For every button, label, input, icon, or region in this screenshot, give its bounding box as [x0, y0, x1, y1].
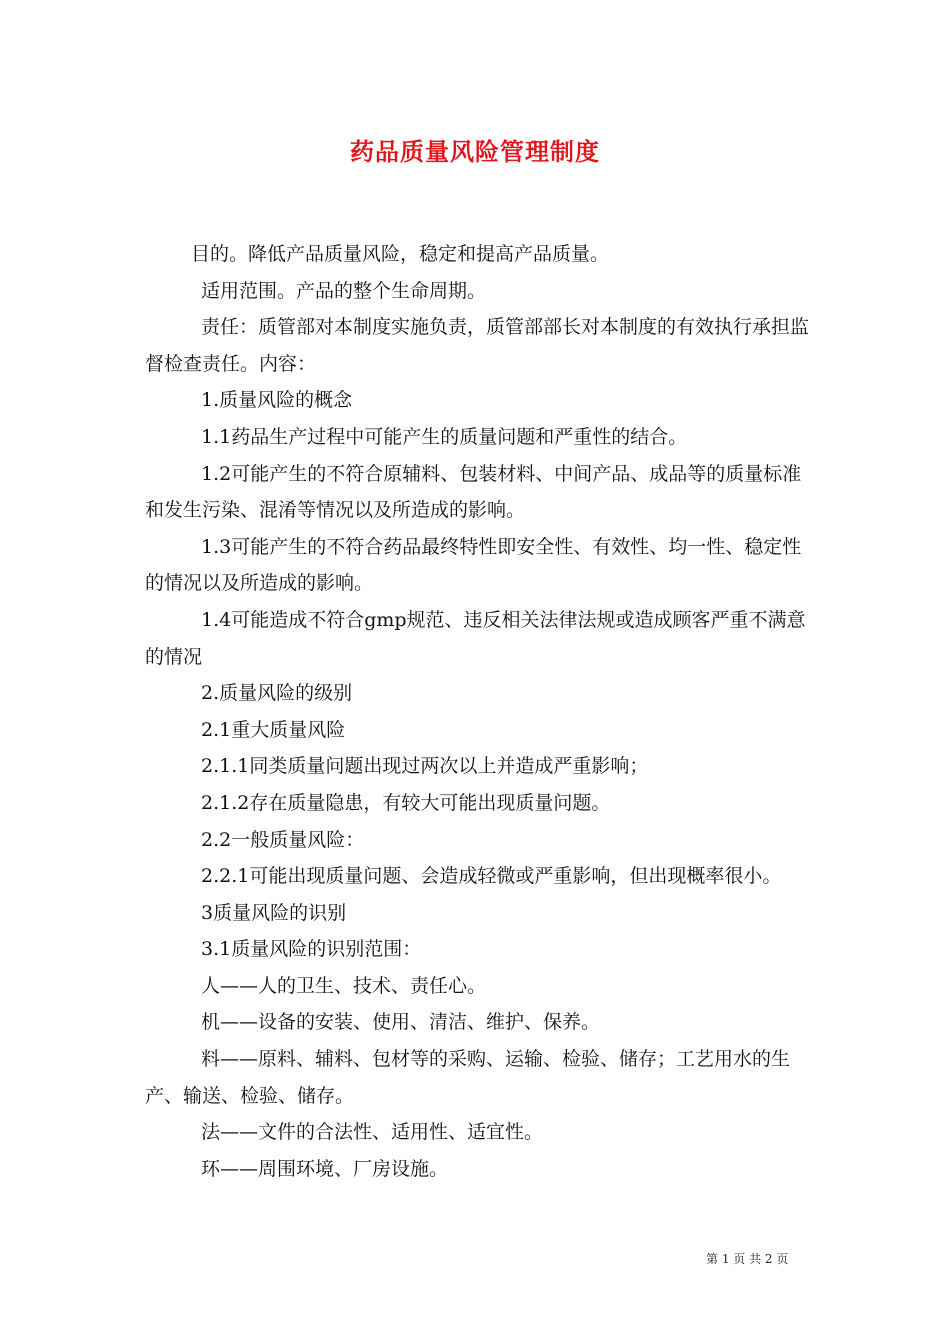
paragraph: 2.1重大质量风险	[201, 718, 346, 741]
paragraph: 法——文件的合法性、适用性、适宜性。	[201, 1121, 544, 1144]
paragraph: 2.2.1可能出现质量问题、会造成轻微或严重影响，但出现概率很小。	[201, 865, 782, 888]
document-title: 药品质量风险管理制度	[350, 137, 600, 166]
paragraph: 责任：质管部对本制度实施负责，质管部部长对本制度的有效执行承担监督检查责任。内容：	[145, 316, 810, 375]
paragraph: 1.4可能造成不符合gmp规范、违反相关法律法规或造成顾客严重不满意的情况	[145, 608, 806, 668]
paragraph: 1.2可能产生的不符合原辅料、包装材料、中间产品、成品等的质量标准和发生污染、混淆等情况以及所造成的影响。	[145, 462, 802, 522]
paragraph: 机——设备的安装、使用、清洁、维护、保养。	[201, 1011, 601, 1034]
document-body	[145, 236, 810, 1187]
paragraph: 环——周围环境、厂房设施。	[201, 1157, 449, 1180]
paragraph: 1.1药品生产过程中可能产生的质量问题和严重性的结合。	[201, 425, 688, 448]
paragraph: 2.质量风险的级别	[201, 682, 353, 705]
paragraph: 3.1质量风险的识别范围：	[201, 938, 422, 961]
paragraph: 适用范围。产品的整个生命周期。	[201, 279, 487, 302]
paragraph: 2.1.1同类质量问题出现过两次以上并造成严重影响；	[201, 755, 649, 778]
page-footer: 第 1 页 共 2 页	[706, 1252, 789, 1266]
paragraph: 料——原料、辅料、包材等的采购、运输、检验、储存；工艺用水的生产、输送、检验、储存。	[145, 1048, 791, 1107]
paragraph: 2.2一般质量风险：	[201, 828, 365, 851]
paragraph: 2.1.2存在质量隐患，有较大可能出现质量问题。	[201, 791, 611, 814]
paragraph: 人——人的卫生、技术、责任心。	[201, 974, 487, 997]
paragraph: 目的。降低产品质量风险，稳定和提高产品质量。	[191, 243, 610, 265]
paragraph: 3质量风险的识别	[201, 901, 347, 924]
paragraph: 1.3可能产生的不符合药品最终特性即安全性、有效性、均一性、稳定性的情况以及所造成的影响。	[145, 535, 802, 595]
paragraph: 1.质量风险的概念	[201, 389, 353, 412]
